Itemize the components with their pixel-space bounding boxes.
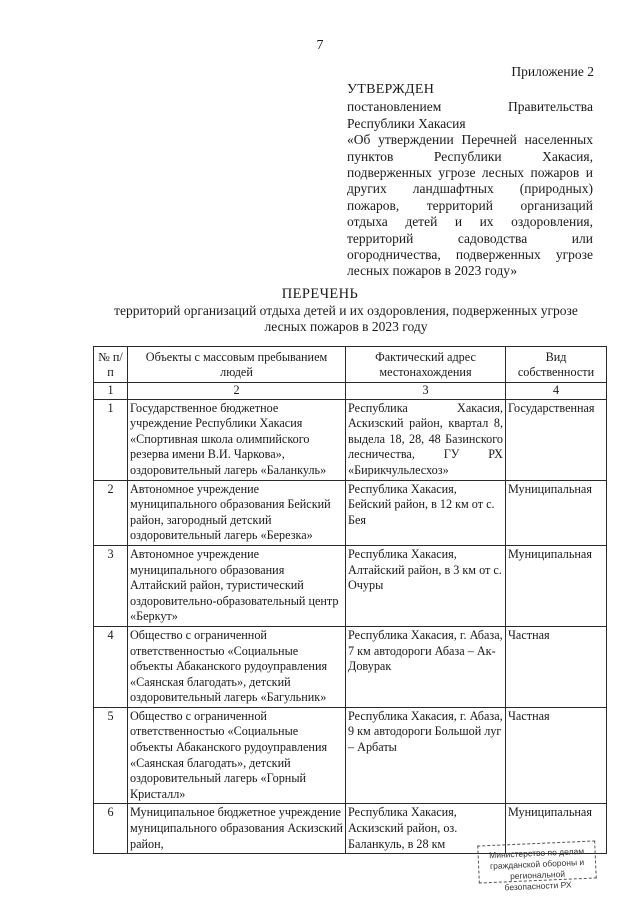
table-row — [94, 707, 607, 804]
row-number: 1 — [94, 399, 128, 480]
column-number: 3 — [346, 383, 506, 400]
row-address: Республика Хакасия, г. Абаза, 7 км автодороги Абаза – Ак-Довурак — [346, 626, 506, 707]
row-ownership: Государственная — [506, 399, 607, 480]
row-number: 3 — [94, 545, 128, 626]
decree-title-line: «Об утверждении Перечней населенных — [347, 132, 593, 148]
row-number: 2 — [94, 480, 128, 545]
row-object: Муниципальное бюджетное учреждение муниципального образования Аскизский район, — [128, 804, 346, 854]
registration-stamp — [477, 840, 597, 893]
appendix-label: Приложение 2 — [511, 64, 594, 79]
table-row — [94, 545, 607, 626]
decree-title-line: пунктов Республики Хакасия, — [347, 148, 593, 164]
row-number: 4 — [94, 626, 128, 707]
stamp-line: безопасности РХ — [504, 879, 572, 893]
approved-heading: УТВЕРЖДЕН — [347, 82, 435, 97]
row-address: Республика Хакасия, Алтайский район, в 3 км от с. Очуры — [346, 545, 506, 626]
row-object: Государственное бюджетное учреждение Республики Хакасия «Спортивная школа олимпийского резерва имени В.И. Чаркова», оздоровительный лагерь «Баланкуль» — [128, 399, 346, 480]
column-number: 4 — [506, 383, 607, 400]
decree-title-line: отдыха детей и их оздоровления, — [347, 214, 593, 230]
row-address: Республика Хакасия, г. Абаза, 9 км автодороги Большой луг – Арбаты — [346, 707, 506, 804]
row-address: Республика Хакасия, Аскизский район, квартал 8, выдела 18, 28, 48 Базинского лесничества, ГУ РХ «Бирикчульлесхоз» — [346, 399, 506, 480]
list-title: ПЕРЕЧЕНЬ — [281, 286, 359, 302]
table-header-row — [94, 347, 607, 383]
row-object: Общество с ограниченной ответственностью «Социальные объекты Абаканского рудоуправления «Саянская благодать», детский оздоровительный лагерь «Багульник» — [128, 626, 346, 707]
page-number: 7 — [316, 38, 324, 53]
column-number: 1 — [94, 383, 128, 400]
table-row — [94, 626, 607, 707]
header-num: № п/п — [94, 347, 128, 383]
row-number: 5 — [94, 707, 128, 804]
approval-line-2: Республики Хакасия — [347, 115, 466, 131]
row-object: Автономное учреждение муниципального образования Бейский район, загородный детский оздоровительный лагерь «Березка» — [128, 480, 346, 545]
row-ownership: Частная — [506, 707, 607, 804]
decree-title — [347, 132, 593, 280]
list-subtitle: территорий организаций отдыха детей и их оздоровления, подверженных угрозе лесных пожаров в 2023 году — [114, 303, 578, 334]
header-ownership: Вид собственности — [506, 347, 607, 383]
decree-title-line: территорий садоводства или — [347, 230, 593, 246]
decree-title-line: других ландшафтных (природных) — [347, 181, 593, 197]
row-ownership: Муниципальная — [506, 545, 607, 626]
row-address: Республика Хакасия, Аскизский район, оз. Баланкуль, в 28 км — [346, 804, 506, 854]
approval-block — [347, 82, 593, 280]
row-ownership: Частная — [506, 626, 607, 707]
row-object: Общество с ограниченной ответственностью «Социальные объекты Абаканского рудоуправления «Саянская благодать», детский оздоровительный лагерь «Горный Кристалл» — [128, 707, 346, 804]
decree-title-line: подверженных угрозе лесных пожаров и — [347, 165, 593, 181]
row-ownership: Муниципальная — [506, 480, 607, 545]
stamp-line: Министерство по делам — [488, 845, 585, 861]
row-object: Автономное учреждение муниципального образования Алтайский район, туристический оздоровительно-образовательный центр «Беркут» — [128, 545, 346, 626]
territories-table — [93, 346, 607, 854]
decree-title-line: пожаров, территорий организаций — [347, 197, 593, 213]
table-row — [94, 480, 607, 545]
header-object: Объекты с массовым пребыванием людей — [128, 347, 346, 383]
stamp-line: гражданской обороны и региональной — [489, 856, 585, 882]
decree-title-line: лесных пожаров в 2023 году» — [347, 263, 518, 279]
row-address: Республика Хакасия, Бейский район, в 12 км от с. Бея — [346, 480, 506, 545]
decree-title-line: огородничества, подверженных угрозе — [347, 247, 593, 263]
row-ownership: Муниципальная — [506, 804, 607, 854]
header-address: Фактический адрес местонахождения — [346, 347, 506, 383]
column-number: 2 — [128, 383, 346, 400]
table-row — [94, 399, 607, 480]
column-number-row — [94, 383, 607, 400]
row-number: 6 — [94, 804, 128, 854]
approval-line-1: постановлением Правительства — [347, 99, 593, 115]
